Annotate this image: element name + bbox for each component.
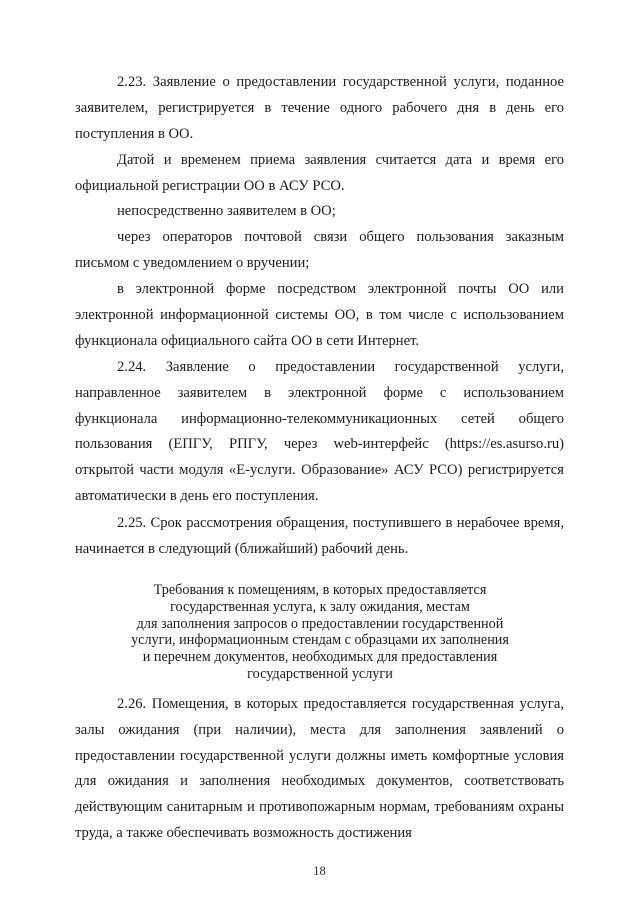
heading-line: Требования к помещениям, в которых предоставляется	[153, 582, 487, 598]
section-heading	[110, 582, 530, 683]
heading-line: государственная услуга, к залу ожидания, местам	[170, 598, 470, 615]
paragraph-2-24: 2.24. Заявление о предоставлении государственной услуги, направленное заявителем в электронной форме с использованием функционала информационно-телекоммуникационных сетей общего пользования (ЕПГУ, РПГУ, через web-интерфейс (https://es.asurso.ru) открытой части модуля «Е-услуги. Образование» АСУ РСО) регистрируется автоматически в день его поступления.	[75, 359, 564, 504]
heading-line: и перечнем документов, необходимых для предоставления	[142, 649, 498, 666]
heading-line: услуги, информационным стендам с образцами их заполнения	[131, 632, 509, 649]
paragraph-2-26: 2.26. Помещения, в которых предоставляется государственная услуга, залы ожидания (при наличии), места для заполнения заявлений о предоставлении государственной услуги должны иметь комфортные условия для ожидания и заполнения необходимых документов, соответствовать действующим санитарным и противопожарным нормам, требованиям охраны труда, а также обеспечивать возможность достижения	[75, 696, 564, 841]
paragraph-method-electronic: в электронной форме посредством электронной почты ОО или электронной информационной системы ОО, в том числе с использованием функционала официального сайта ОО в сети Интернет.	[75, 281, 564, 349]
heading-line: государственной услуги	[247, 665, 393, 682]
page-number: 18	[313, 864, 326, 878]
paragraph-receipt-date: Датой и временем приема заявления считается дата и время его официальной регистрации ОО в АСУ РСО.	[75, 152, 564, 194]
paragraph-2-23: 2.23. Заявление о предоставлении государственной услуги, поданное заявителем, регистрируется в течение одного рабочего дня в день его поступления в ОО.	[75, 74, 564, 142]
paragraph-2-25: 2.25. Срок рассмотрения обращения, поступившего в нерабочее время, начинается в следующий (ближайший) рабочий день.	[75, 515, 564, 557]
paragraph-method-direct: непосредственно заявителем в ОО;	[117, 203, 336, 219]
heading-line: для заполнения запросов о предоставлении государственной	[136, 615, 504, 632]
paragraph-method-post: через операторов почтовой связи общего пользования заказным письмом с уведомлением о вручении;	[75, 229, 564, 271]
